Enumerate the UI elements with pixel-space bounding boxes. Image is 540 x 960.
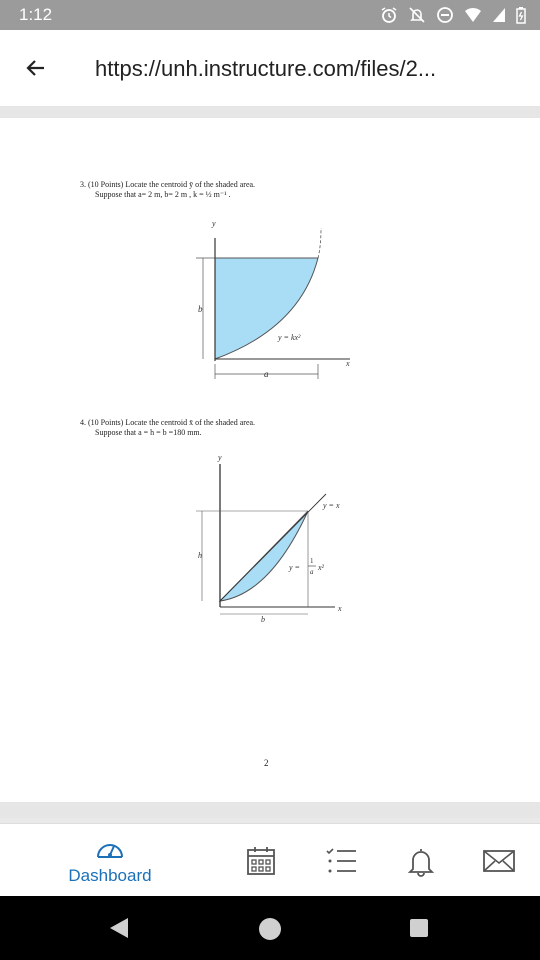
nav-dashboard[interactable] xyxy=(60,824,160,897)
todo-list-icon xyxy=(324,846,358,876)
label-b: b xyxy=(261,615,265,624)
label-h: h xyxy=(198,551,202,560)
label-a: a xyxy=(264,369,269,379)
nav-todo[interactable] xyxy=(316,824,366,897)
label-line: y = x xyxy=(323,501,340,510)
do-not-disturb-icon xyxy=(436,6,454,24)
problem-4-text xyxy=(80,418,255,438)
nav-back-triangle-icon[interactable] xyxy=(108,916,130,940)
status-bar xyxy=(0,0,540,30)
label-y: y xyxy=(212,219,216,228)
cell-signal-icon xyxy=(492,7,506,23)
label-frac-num: 1 xyxy=(310,557,314,565)
system-navigation-bar xyxy=(0,896,540,960)
dashboard-icon xyxy=(93,836,127,862)
problem-4-line-2: Suppose that a = h = b =180 mm. xyxy=(95,428,202,437)
recents-square-icon[interactable] xyxy=(409,918,429,938)
problem-3-text xyxy=(80,180,255,200)
alarm-icon xyxy=(380,6,398,24)
arrow-back-icon xyxy=(24,56,48,80)
status-time: 1:12 xyxy=(19,5,53,24)
notifications-off-icon xyxy=(408,6,426,24)
label-frac-den: a xyxy=(310,568,314,576)
problem-3-line-2: Suppose that a= 2 m, b= 2 m , k = ½ m⁻¹ . xyxy=(95,190,231,199)
page-number: 2 xyxy=(264,758,269,768)
problem-3-figure xyxy=(190,216,360,396)
mail-icon xyxy=(482,848,516,874)
home-circle-icon[interactable] xyxy=(258,917,282,941)
label-b: b xyxy=(198,304,203,314)
nav-dashboard-label: Dashboard xyxy=(68,865,152,885)
problem-3-line-1: 3. (10 Points) Locate the centroid ȳ of the shaded area. xyxy=(80,180,256,189)
label-curve-x: x² xyxy=(318,563,324,572)
bell-icon xyxy=(405,845,437,877)
label-curve: y = kx² xyxy=(278,333,301,342)
back-button[interactable] xyxy=(20,52,52,84)
url-text[interactable]: https://unh.instructure.com/files/2... xyxy=(95,56,437,81)
label-x: x xyxy=(346,359,350,368)
bottom-navigation xyxy=(0,823,540,897)
wifi-icon xyxy=(464,7,482,23)
status-icons xyxy=(380,6,526,24)
battery-icon xyxy=(516,6,526,24)
shaded-area xyxy=(215,258,318,359)
problem-4-figure xyxy=(190,454,360,634)
nav-notifications[interactable] xyxy=(396,824,446,897)
label-y: y xyxy=(218,454,222,462)
label-x: x xyxy=(338,604,342,613)
document-page xyxy=(0,118,540,802)
nav-inbox[interactable] xyxy=(474,824,524,897)
browser-app-bar xyxy=(0,30,540,106)
label-curve-y: y = xyxy=(289,563,300,572)
nav-calendar[interactable] xyxy=(236,824,286,897)
calendar-icon xyxy=(245,845,277,877)
document-viewer[interactable] xyxy=(0,106,540,818)
problem-4-line-1: 4. (10 Points) Locate the centroid x̄ of the shaded area. xyxy=(80,418,256,427)
